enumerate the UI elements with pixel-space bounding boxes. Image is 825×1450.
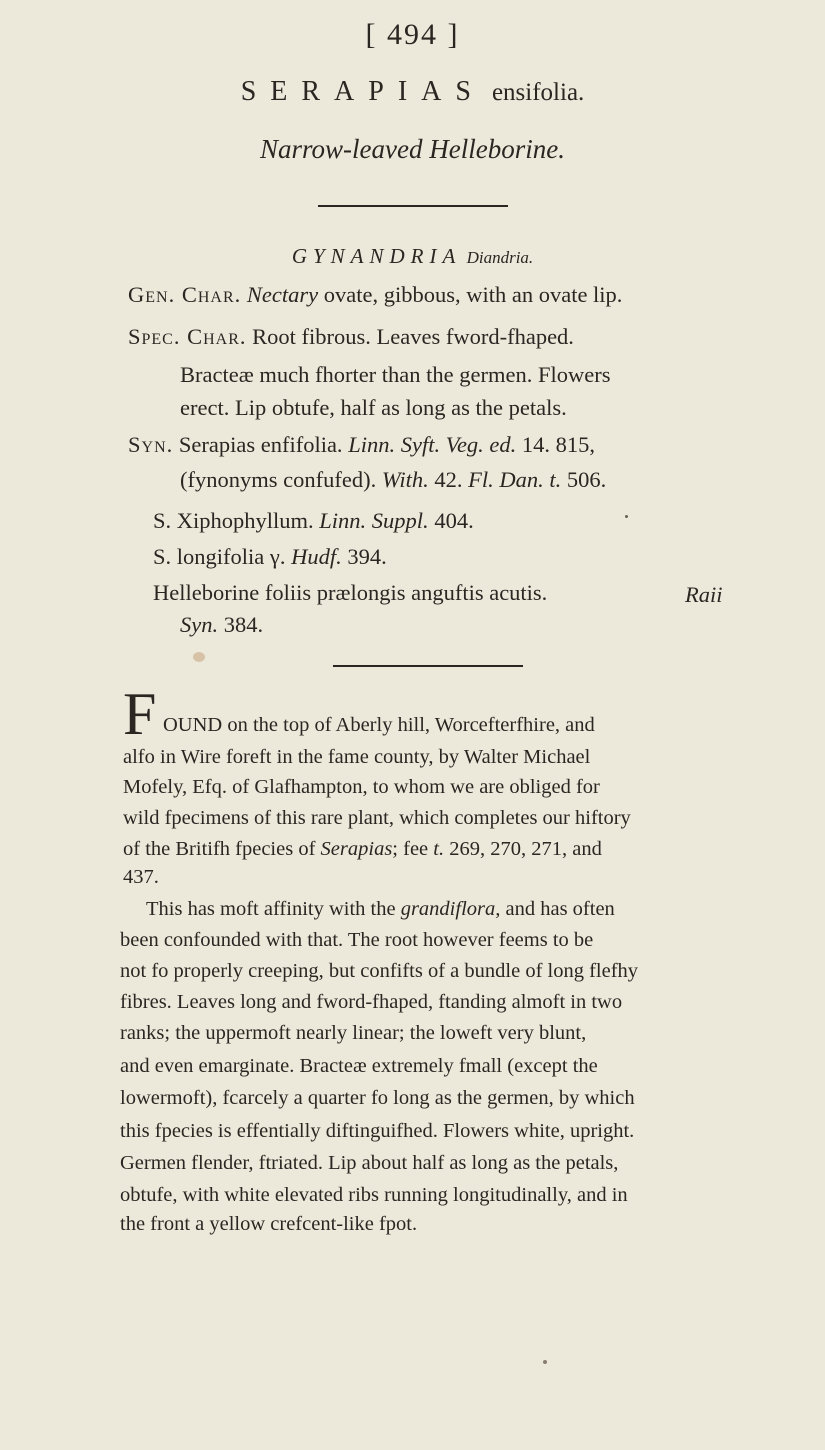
gen-char-italic: Nectary bbox=[246, 282, 319, 307]
order-name: Diandria. bbox=[466, 248, 534, 267]
syn-number: 404. bbox=[428, 508, 474, 533]
divider-rule bbox=[318, 205, 508, 207]
para1-line2: alfo in Wire foreft in the fame county, by Walter Michael bbox=[123, 746, 591, 768]
spec-char-line2: Bracteæ much fhorter than the germen. Flowers bbox=[180, 362, 611, 387]
text-run: ; fee bbox=[392, 838, 434, 860]
para2-line7: lowermoft), fcarcely a quarter fo long as the germen, by which bbox=[120, 1087, 635, 1109]
text-run: 269, 270, 271, and bbox=[444, 838, 602, 860]
drop-cap: F bbox=[123, 681, 157, 747]
page-number: [ 494 ] bbox=[365, 18, 460, 51]
spec-char-label: Spec. Char. bbox=[128, 324, 247, 349]
class-name: GYNANDRIA bbox=[291, 244, 462, 268]
para2-line8: this fpecies is effentially diftinguifhed. Flowers white, upright. bbox=[120, 1120, 635, 1142]
para2-line1 bbox=[146, 898, 615, 921]
syn-text: S. Xiphophyllum. bbox=[153, 508, 320, 533]
synonym-line-5-citation: Raii bbox=[685, 582, 723, 607]
species-reference: grandiflora, bbox=[400, 898, 501, 920]
para2-line9: Germen flender, ftriated. Lip about half as long as the petals, bbox=[120, 1152, 619, 1174]
para2-line5: ranks; the uppermoft nearly linear; the loweft very blunt, bbox=[120, 1022, 587, 1044]
spec-char-line1: Root fibrous. Leaves fword-fhaped. bbox=[246, 324, 574, 349]
foxing-spot bbox=[193, 652, 205, 662]
para1-line5 bbox=[123, 838, 602, 861]
species-title bbox=[0, 76, 825, 108]
para2-line10: obtufe, with white elevated ribs running longitudinally, and in bbox=[120, 1184, 628, 1206]
genus-name: SERAPIAS bbox=[240, 76, 485, 107]
syn-citation: Syn. bbox=[180, 612, 219, 637]
syn-number: 384. bbox=[218, 612, 264, 637]
para1-line1: OUND on the top of Aberly hill, Worcefterfhire, and bbox=[163, 714, 595, 736]
para2-line4: fibres. Leaves long and fword-fhaped, ftanding almoft in two bbox=[120, 991, 623, 1013]
gen-char-label: Gen. Char. bbox=[128, 282, 242, 307]
syn-citation: Linn. Suppl. bbox=[319, 508, 429, 533]
specific-character bbox=[128, 324, 574, 350]
linnaean-class bbox=[0, 244, 825, 269]
syn-label: Syn. bbox=[128, 432, 174, 457]
syn-citation: With. bbox=[381, 467, 429, 492]
species-epithet: ensifolia. bbox=[491, 79, 585, 106]
para2-line3: not fo properly creeping, but confifts of a bundle of long flefhy bbox=[120, 960, 639, 982]
text-run: of the Britifh fpecies of bbox=[123, 838, 321, 860]
synonym-line-3 bbox=[153, 508, 474, 534]
gen-char-text: ovate, gibbous, with an ovate lip. bbox=[318, 282, 623, 307]
genus-reference: Serapias bbox=[320, 838, 393, 860]
synonym-line-1 bbox=[128, 432, 595, 458]
synonym-line-5: Helleborine foliis prælongis anguftis acutis. bbox=[153, 580, 548, 605]
plate-reference: t. bbox=[433, 838, 445, 860]
para2-line11: the front a yellow crefcent-like fpot. bbox=[120, 1213, 418, 1235]
text-run: and has often bbox=[500, 898, 615, 920]
syn-citation: Linn. Syft. Veg. ed. bbox=[348, 432, 517, 457]
synonym-line-4 bbox=[153, 544, 387, 570]
syn-number: 14. 815, bbox=[516, 432, 596, 457]
synonym-line-6 bbox=[180, 612, 263, 638]
syn-text: Serapias enfifolia. bbox=[173, 432, 349, 457]
foxing-spot bbox=[625, 515, 628, 518]
para1-line6: 437. bbox=[123, 866, 159, 888]
syn-number: 506. bbox=[561, 467, 607, 492]
para2-line6: and even emarginate. Bracteæ extremely fmall (except the bbox=[120, 1055, 598, 1077]
syn-number: 42. bbox=[428, 467, 469, 492]
synonym-line-2 bbox=[180, 467, 606, 493]
syn-text: S. longifolia γ. bbox=[153, 544, 292, 569]
spec-char-line3: erect. Lip obtufe, half as long as the petals. bbox=[180, 395, 567, 420]
para1-line3: Mofely, Efq. of Glafhampton, to whom we are obliged for bbox=[123, 776, 600, 798]
common-name: Narrow-leaved Helleborine. bbox=[260, 134, 565, 164]
para2-line2: been confounded with that. The root however feems to be bbox=[120, 929, 594, 951]
divider-rule bbox=[333, 665, 523, 667]
syn-citation: Hudf. bbox=[291, 544, 342, 569]
syn-number: 394. bbox=[341, 544, 387, 569]
para1-line4: wild fpecimens of this rare plant, which completes our hiftory bbox=[123, 807, 631, 829]
syn-citation: Fl. Dan. t. bbox=[468, 467, 562, 492]
foxing-spot bbox=[543, 1360, 547, 1364]
syn-text: (fynonyms confufed). bbox=[180, 467, 382, 492]
generic-character bbox=[128, 282, 622, 308]
text-run: This has moft affinity with the bbox=[146, 898, 401, 920]
